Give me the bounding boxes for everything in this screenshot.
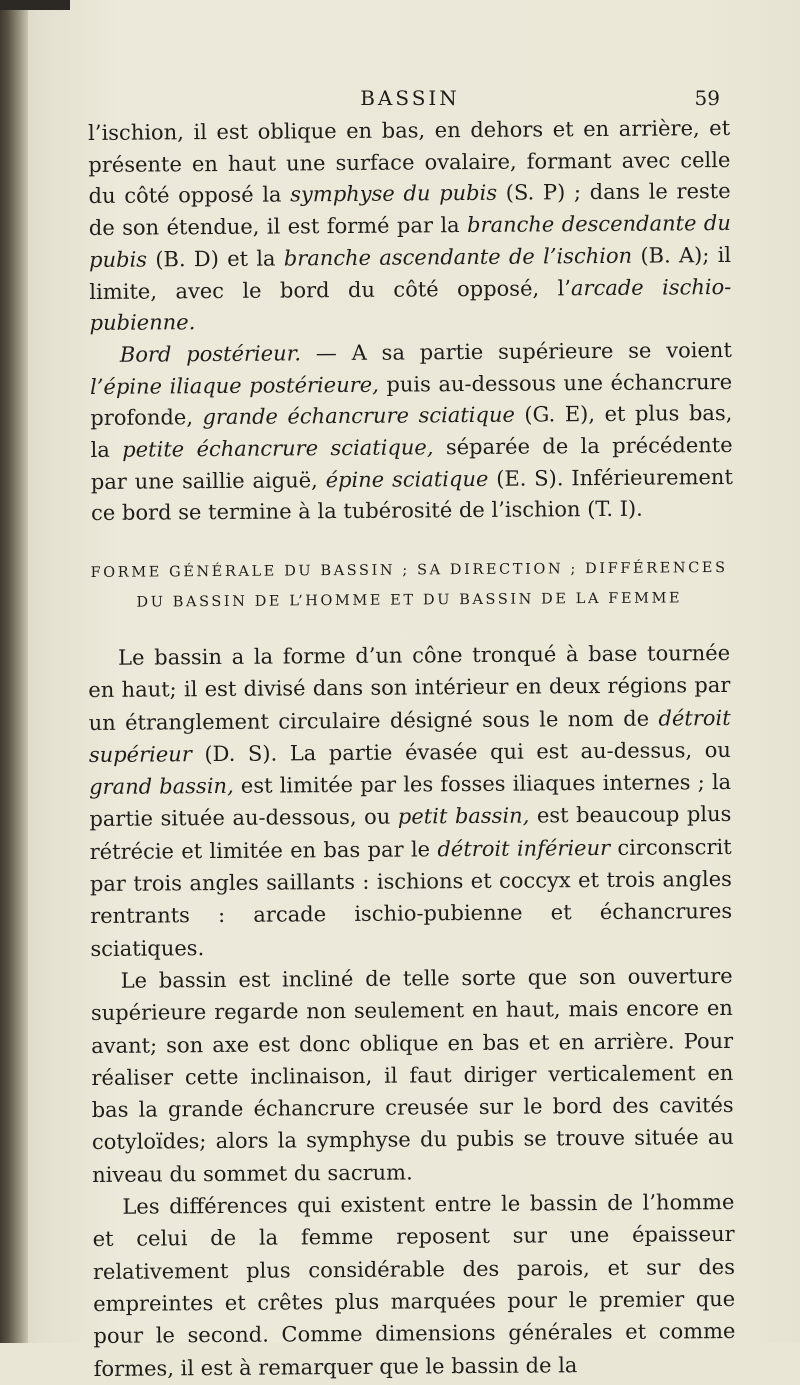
italic-term: arcade ischio-pubienne. [89,274,732,336]
text-run: Le bassin est incliné de telle sorte que son ouverture supérieure regarde non seulement en haut, mais encore en avant; son axe est donc oblique en bas et en arrière. Pour réaliser cette inclinaison, il faut diriger verticalement en bas la grande échancrure creusée sur le bord des cavités cotyloïdes; alors la symphyse du pubis se trouve située au niveau du sommet du sacrum. [90,963,735,1187]
text-run: Les différences qui existent entre le bassin de l’homme et celui de la femme reposent sur une épaisseur relativement plus considérable des parois, et sur des empreintes et crêtes plus marquées pour le premier que pour le second. Comme dimensions générales et comme formes, il est à remarquer que le bassin de la [92,1189,736,1381]
text-run: séparée de la précédente par une saillie aiguë, [90,432,733,494]
text-run: est beaucoup plus rétrécie et limitée en bas par le [89,802,732,864]
paragraph [88,113,732,340]
paragraph [91,960,735,1191]
paragraph [92,1186,736,1385]
italic-term: détroit inférieur [437,835,611,862]
running-head: BASSIN [360,86,460,110]
text-block-1 [88,113,733,530]
text-run: (S. P) ; dans le reste de son étendue, il est formé par la [88,179,731,241]
text-block-2 [88,637,736,1385]
text-run: Le bassin a la forme d’un cône tronqué à base tournée en haut; il est divisé dans son intérieur en deux régions par un étranglement circulaire désigné sous le nom de [88,640,731,735]
page-number: 59 [694,86,720,110]
heading-line-2: DU BASSIN DE L’HOMME ET DU BASSIN DE LA FEMME [136,590,683,611]
section-heading [88,553,730,618]
text-run: — A sa partie supérieure se voient [300,337,732,366]
text-run: est limitée par les fosses iliaques internes ; la partie située au-dessous, ou [89,770,732,832]
text-run: (B. A); il limite, avec le bord du côté opposé, l’ [89,242,732,304]
italic-term: symphyse du pubis [290,181,498,207]
italic-term: petite échancrure sciatique, [122,435,434,462]
text-run: puis au-dessous une échancrure profonde, [90,369,733,431]
text-run: (E. S). Inférieurement ce bord se termine à la tubérosité de l’ischion (T. I). [91,464,733,526]
paragraph [90,335,733,530]
italic-term: grande échancrure sciatique [202,402,515,430]
italic-term: épine sciatique [325,466,489,492]
italic-term: branche descendante du pubis [89,211,731,272]
paragraph [88,637,733,965]
page-header [90,86,730,116]
italic-term: l’épine iliaque postérieure, [90,372,379,399]
text-run: l’ischion, il est oblique en bas, en dehors et en arrière, et présente en haut une surface ovalaire, formant avec celle du côté opposé la [88,115,731,209]
book-binding-edge [0,0,28,1343]
italic-term: Bord postérieur. [119,341,302,367]
text-run: circonscrit par trois angles saillants : ischions et coccyx et trois angles rentrants : arcade ischio-pubienne et échancrures sciatiques. [89,834,733,961]
binding-corner [0,0,70,10]
heading-line-1: FORME GÉNÉRALE DU BASSIN ; SA DIRECTION ; DIFFÉRENCES [90,559,728,581]
italic-term: grand bassin, [89,774,234,800]
text-run: (B. D) et la [146,246,284,272]
italic-term: détroit supérieur [88,705,731,767]
italic-term: branche ascendante de l’ischion [283,243,633,271]
text-run: (G. E), et plus bas, la [90,401,733,463]
text-run: (D. S). La partie évasée qui est au-dessus, ou [191,737,731,767]
italic-term: petit bassin, [397,804,530,830]
